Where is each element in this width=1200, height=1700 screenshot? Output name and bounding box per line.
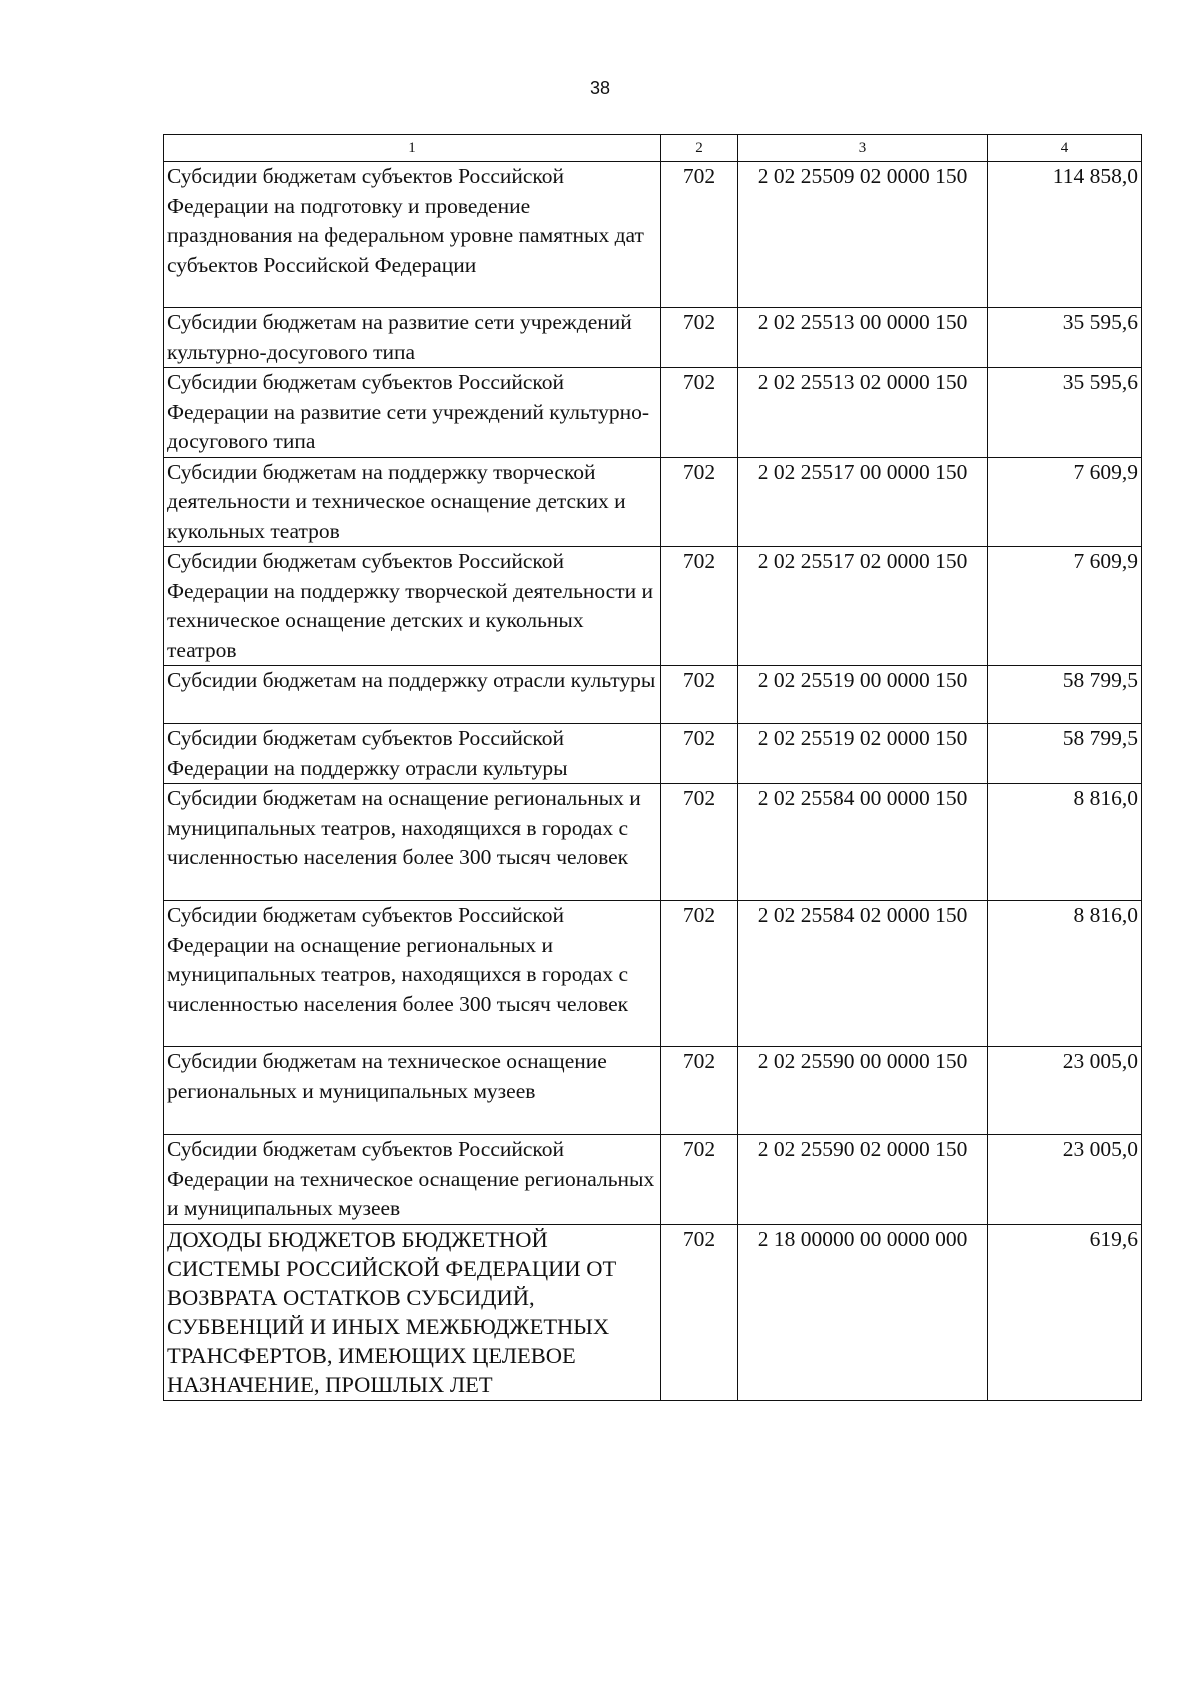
row-classification-code: 2 02 25513 02 0000 150 [738, 368, 988, 458]
row-classification-code: 2 02 25584 02 0000 150 [738, 901, 988, 1047]
table-row [164, 547, 1142, 666]
table-row [164, 724, 1142, 784]
table-row [164, 901, 1142, 1047]
row-classification-code: 2 02 25519 00 0000 150 [738, 666, 988, 724]
row-name: Субсидии бюджетам субъектов Российской Федерации на подготовку и проведение празднования на федеральном уровне памятных дат субъектов Российской Федерации [164, 162, 661, 308]
row-amount: 7 609,9 [988, 457, 1142, 547]
row-admin-code: 702 [661, 724, 738, 784]
row-admin-code: 702 [661, 308, 738, 368]
row-amount: 8 816,0 [988, 901, 1142, 1047]
row-classification-code: 2 02 25590 00 0000 150 [738, 1047, 988, 1135]
header-col-2: 2 [661, 135, 738, 162]
page-number: 38 [589, 78, 611, 98]
row-amount: 35 595,6 [988, 368, 1142, 458]
row-admin-code: 702 [661, 784, 738, 901]
row-name: Субсидии бюджетам на развитие сети учреждений культурно-досугового типа [164, 308, 661, 368]
row-admin-code: 702 [661, 457, 738, 547]
row-amount: 8 816,0 [988, 784, 1142, 901]
row-name: Субсидии бюджетам на поддержку творческой деятельности и техническое оснащение детских и кукольных театров [164, 457, 661, 547]
header-col-4: 4 [988, 135, 1142, 162]
row-amount: 58 799,5 [988, 724, 1142, 784]
header-col-1: 1 [164, 135, 661, 162]
row-admin-code: 702 [661, 666, 738, 724]
row-admin-code: 702 [661, 547, 738, 666]
row-name: ДОХОДЫ БЮДЖЕТОВ БЮДЖЕТНОЙ СИСТЕМЫ РОССИЙСКОЙ ФЕДЕРАЦИИ ОТ ВОЗВРАТА ОСТАТКОВ СУБСИДИЙ, СУБВЕНЦИЙ И ИНЫХ МЕЖБЮДЖЕТНЫХ ТРАНСФЕРТОВ, ИМЕЮЩИХ ЦЕЛЕВОЕ НАЗНАЧЕНИЕ, ПРОШЛЫХ ЛЕТ [164, 1224, 661, 1400]
row-amount: 35 595,6 [988, 308, 1142, 368]
table-row [164, 666, 1142, 724]
row-classification-code: 2 02 25513 00 0000 150 [738, 308, 988, 368]
table-row [164, 1224, 1142, 1400]
row-amount: 114 858,0 [988, 162, 1142, 308]
row-name: Субсидии бюджетам субъектов Российской Федерации на развитие сети учреждений культурно-досугового типа [164, 368, 661, 458]
row-amount: 23 005,0 [988, 1135, 1142, 1225]
row-name: Субсидии бюджетам субъектов Российской Федерации на поддержку творческой деятельности и техническое оснащение детских и кукольных театров [164, 547, 661, 666]
row-name: Субсидии бюджетам на техническое оснащение региональных и муниципальных музеев [164, 1047, 661, 1135]
row-classification-code: 2 02 25517 02 0000 150 [738, 547, 988, 666]
row-name: Субсидии бюджетам субъектов Российской Федерации на техническое оснащение региональных и муниципальных музеев [164, 1135, 661, 1225]
row-classification-code: 2 02 25509 02 0000 150 [738, 162, 988, 308]
row-amount: 58 799,5 [988, 666, 1142, 724]
row-admin-code: 702 [661, 1224, 738, 1400]
revenue-table [163, 134, 1142, 1401]
row-admin-code: 702 [661, 901, 738, 1047]
table-row [164, 368, 1142, 458]
table-row [164, 308, 1142, 368]
row-name: Субсидии бюджетам на поддержку отрасли культуры [164, 666, 661, 724]
row-classification-code: 2 02 25584 00 0000 150 [738, 784, 988, 901]
row-classification-code: 2 02 25590 02 0000 150 [738, 1135, 988, 1225]
row-name: Субсидии бюджетам субъектов Российской Федерации на оснащение региональных и муниципальных театров, находящихся в городах с численностью населения более 300 тысяч человек [164, 901, 661, 1047]
row-admin-code: 702 [661, 1135, 738, 1225]
table-header-row [164, 135, 1142, 162]
row-admin-code: 702 [661, 1047, 738, 1135]
row-amount: 619,6 [988, 1224, 1142, 1400]
row-name: Субсидии бюджетам субъектов Российской Федерации на поддержку отрасли культуры [164, 724, 661, 784]
row-amount: 23 005,0 [988, 1047, 1142, 1135]
row-classification-code: 2 02 25517 00 0000 150 [738, 457, 988, 547]
table-row [164, 457, 1142, 547]
row-classification-code: 2 02 25519 02 0000 150 [738, 724, 988, 784]
row-admin-code: 702 [661, 368, 738, 458]
row-name: Субсидии бюджетам на оснащение региональных и муниципальных театров, находящихся в городах с численностью населения более 300 тысяч человек [164, 784, 661, 901]
table-row [164, 784, 1142, 901]
row-amount: 7 609,9 [988, 547, 1142, 666]
header-col-3: 3 [738, 135, 988, 162]
row-admin-code: 702 [661, 162, 738, 308]
table-row [164, 162, 1142, 308]
row-classification-code: 2 18 00000 00 0000 000 [738, 1224, 988, 1400]
table-row [164, 1135, 1142, 1225]
table-row [164, 1047, 1142, 1135]
